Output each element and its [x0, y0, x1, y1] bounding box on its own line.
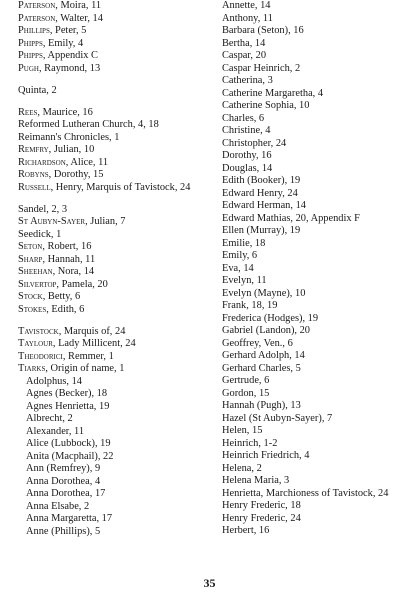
entry-detail: , Nora, 14	[52, 266, 95, 277]
entry-detail: , Robert, 16	[42, 241, 92, 252]
index-entry: Evelyn, 11	[222, 275, 267, 286]
entry-surname: Stock	[18, 291, 43, 302]
index-subentry: Albrecht, 2	[26, 413, 73, 424]
index-entry: Emily, 6	[222, 250, 258, 261]
entry-surname: Richardson	[18, 156, 66, 168]
entry-detail: , Alice, 11	[65, 156, 109, 168]
index-entry: Edward Herman, 14	[222, 200, 306, 211]
index-entry: Gabriel (Landon), 20	[222, 325, 311, 336]
index-entry: Dorothy, 16	[222, 150, 272, 161]
index-entry	[18, 304, 218, 317]
index-entry	[18, 107, 218, 120]
index-subentry: Anna Dorothea, 17	[26, 488, 106, 499]
index-column-right	[222, 0, 412, 538]
index-entry: Herbert, 16	[222, 525, 270, 536]
entry-spacer	[18, 75, 218, 85]
entry-detail: , Marquis of, 24	[58, 325, 126, 337]
entry-spacer	[18, 316, 218, 326]
entry-surname: Remfry	[18, 144, 49, 155]
index-entry: Evelyn (Mayne), 10	[222, 287, 306, 299]
entry-surname: St Aubyn-Sayer	[18, 216, 86, 227]
entry-detail: , Hannah, 11	[42, 253, 96, 265]
index-entry: Catherine Margaretha, 4	[222, 87, 324, 99]
index-entry: Gerhard Charles, 5	[222, 362, 301, 374]
index-entry: Edith (Booker), 19	[222, 175, 301, 186]
index-entry: Henry Frederic, 18	[222, 500, 301, 511]
index-entry	[18, 326, 218, 339]
entry-surname: Russell	[18, 181, 51, 193]
index-entry	[18, 254, 218, 267]
index-entry: Caspar, 20	[222, 50, 267, 61]
entry-surname: Paterson	[18, 12, 56, 24]
index-entry: Christine, 4	[222, 125, 271, 136]
index-entry: Geoffrey, Ven., 6	[222, 337, 293, 349]
index-entry	[18, 63, 218, 76]
index-entry: Hannah (Pugh), 13	[222, 400, 301, 411]
index-entry	[18, 182, 218, 195]
entry-surname: Rees	[18, 106, 38, 118]
index-entry	[18, 50, 218, 63]
entry-detail: , Remmer, 1	[62, 350, 114, 362]
index-entry	[18, 0, 218, 13]
index-column-left	[18, 0, 218, 538]
index-subentry: Alexander, 11	[26, 425, 85, 437]
index-entry: Edward Mathias, 20, Appendix F	[222, 212, 360, 224]
index-entry: Heinrich, 1-2	[222, 437, 278, 449]
index-entry	[18, 144, 218, 157]
index-entry: Barbara (Seton), 16	[222, 25, 304, 36]
index-subentry: Anne (Phillips), 5	[26, 525, 101, 537]
entry-surname: Phipps	[18, 50, 43, 61]
entry-surname: Pugh	[18, 62, 39, 74]
entry-spacer	[18, 97, 218, 107]
index-entry: Reimann's Chronicles, 1	[18, 131, 120, 143]
index-entry	[18, 38, 218, 51]
index-entry: Eva, 14	[222, 262, 254, 274]
index-subentry: Agnes (Becker), 18	[26, 388, 108, 399]
entry-detail: , Dorothy, 15	[48, 169, 104, 180]
index-entry	[18, 338, 218, 351]
index-entry	[18, 13, 218, 26]
index-entry: Helen, 15	[222, 425, 263, 436]
entry-surname: Seton	[18, 241, 43, 252]
entry-detail: , Peter, 5	[49, 25, 87, 36]
index-entry: Henry Frederic, 24	[222, 512, 301, 524]
index-entry	[18, 25, 218, 38]
entry-surname: Theodorici	[18, 350, 63, 362]
entry-detail: , Maurice, 16	[37, 106, 93, 118]
index-entry: Anthony, 11	[222, 12, 273, 24]
entry-detail: , Raymond, 13	[38, 62, 101, 74]
index-entry: Gertrude, 6	[222, 375, 270, 386]
index-entry: Seedick, 1	[18, 228, 62, 240]
index-entry: Annette, 14	[222, 0, 271, 11]
entry-surname: Taylour	[18, 338, 53, 349]
index-entry: Charles, 6	[222, 112, 265, 124]
index-entry: Frederica (Hodges), 19	[222, 312, 319, 324]
entry-surname: Paterson	[18, 0, 56, 11]
entry-detail: , Julian, 7	[85, 216, 126, 227]
index-entry: Catherina, 3	[222, 75, 273, 86]
index-entry: Douglas, 14	[222, 162, 273, 174]
index-subentry: Ann (Remfrey), 9	[26, 463, 101, 474]
index-entry	[18, 169, 218, 182]
index-entry	[18, 241, 218, 254]
index-entry: Caspar Heinrich, 2	[222, 62, 301, 74]
index-entry: Helena, 2	[222, 462, 262, 474]
entry-detail: , Origin of name, 1	[45, 363, 125, 374]
index-entry	[18, 351, 218, 364]
index-entry: Sandel, 2, 3	[18, 203, 68, 215]
index-entry	[18, 279, 218, 292]
entry-detail: , Emily, 4	[42, 37, 84, 49]
index-entry: Heinrich Friedrich, 4	[222, 450, 310, 461]
entry-surname: Stokes	[18, 303, 47, 315]
index-entry: Bertha, 14	[222, 37, 266, 49]
index-entry: Christopher, 24	[222, 137, 287, 149]
entry-surname: Silvertop	[18, 278, 57, 290]
index-entry: Gerhard Adolph, 14	[222, 350, 305, 361]
index-entry: Helena Maria, 3	[222, 475, 290, 486]
index-entry: Gordon, 15	[222, 387, 270, 399]
index-entry	[18, 157, 218, 170]
index-entry	[18, 266, 218, 279]
entry-surname: Tavistock	[18, 325, 59, 337]
entry-surname: Robyns	[18, 169, 49, 180]
index-entry: Henrietta, Marchioness of Tavistock, 24	[222, 487, 389, 499]
index-entry: Emilie, 18	[222, 237, 266, 249]
index-subentry: Alice (Lubbock), 19	[26, 438, 111, 449]
entry-detail: , Moira, 11	[55, 0, 102, 11]
index-entry	[18, 216, 218, 229]
entry-surname: Phipps	[18, 37, 43, 49]
entry-detail: , Betty, 6	[42, 291, 81, 302]
page-number: 35	[203, 576, 216, 590]
index-entry: Frank, 18, 19	[222, 300, 278, 311]
index-subentry: Anna Margaretta, 17	[26, 513, 113, 524]
index-entry: Ellen (Murray), 19	[222, 225, 301, 236]
entry-detail: , Julian, 10	[48, 144, 95, 155]
index-entry: Edward Henry, 24	[222, 187, 298, 199]
entry-detail: , Appendix C	[42, 50, 98, 61]
entry-surname: Sharp	[18, 253, 43, 265]
entry-detail: , Walter, 14	[55, 12, 103, 24]
index-subentry: Anita (Macphail), 22	[26, 450, 114, 462]
index-entry	[18, 363, 218, 376]
entry-surname: Sheehan	[18, 266, 53, 277]
entry-spacer	[18, 194, 218, 204]
index-subentry: Anna Elsabe, 2	[26, 500, 90, 512]
entry-detail: , Edith, 6	[46, 303, 85, 315]
entry-detail: , Henry, Marquis of Tavistock, 24	[50, 181, 191, 193]
index-entry	[18, 291, 218, 304]
entry-detail: , Pamela, 20	[56, 278, 108, 290]
index-entry: Reformed Lutheran Church, 4, 18	[18, 119, 159, 130]
entry-detail: , Lady Millicent, 24	[52, 338, 136, 349]
index-entry: Catherine Sophia, 10	[222, 100, 310, 111]
index-subentry: Agnes Henrietta, 19	[26, 400, 110, 412]
entry-surname: Phillips	[18, 25, 50, 36]
index-entry: Quinta, 2	[18, 84, 57, 96]
index-entry: Hazel (St Aubyn-Sayer), 7	[222, 412, 333, 424]
index-subentry: Anna Dorothea, 4	[26, 475, 101, 487]
index-subentry: Adolphus, 14	[26, 375, 82, 387]
entry-surname: Tiarks	[18, 363, 46, 374]
